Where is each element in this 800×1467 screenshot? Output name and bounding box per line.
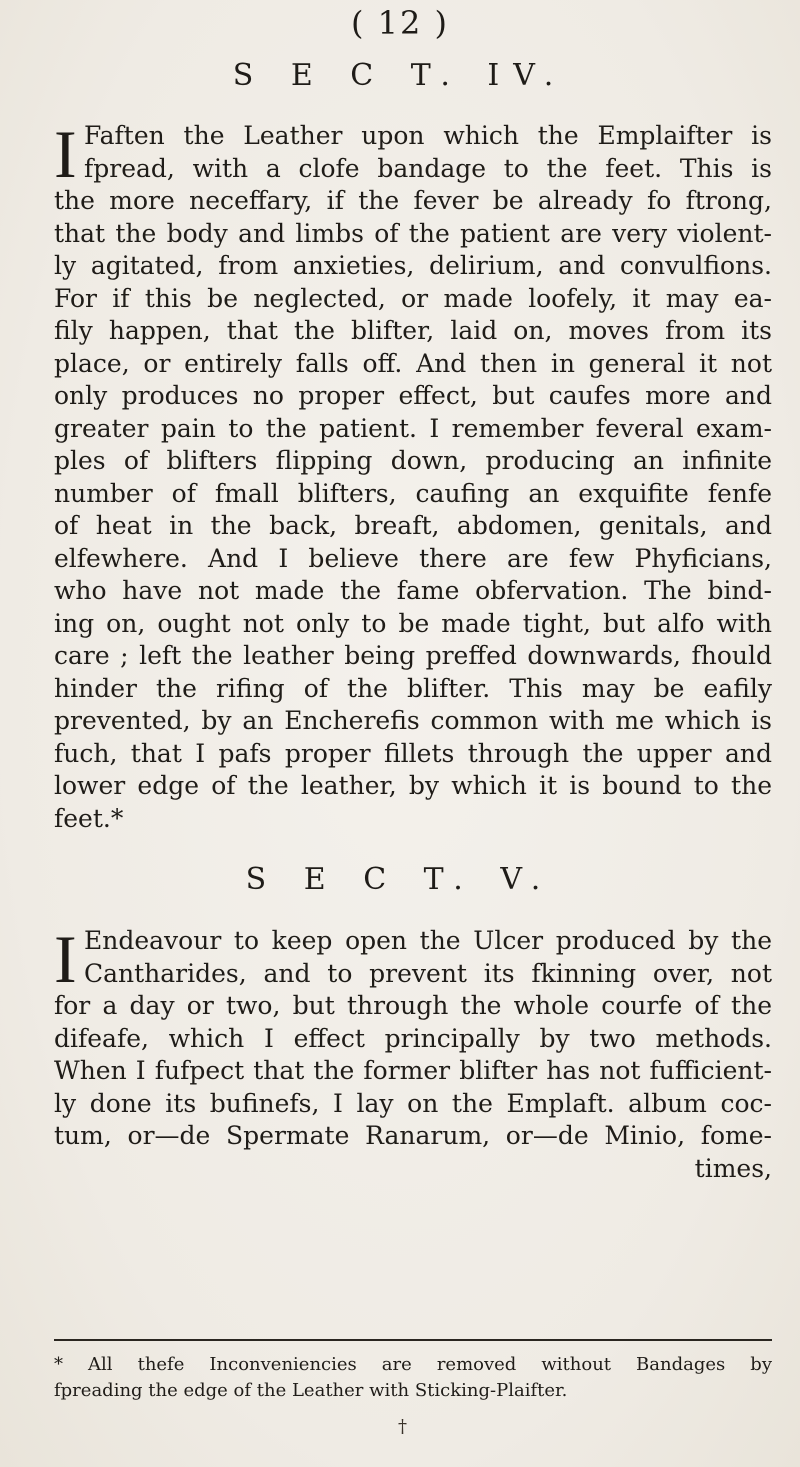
text-line: fily happen, that the blifter, laid on, moves from its xyxy=(54,316,772,345)
text-line: elfewhere. And I believe there are few Phyficians, xyxy=(54,543,772,573)
text-line: for a day or two, but through the whole courfe of the xyxy=(54,991,772,1020)
text-line: Faften the Leather upon which the Emplaifter is xyxy=(84,121,772,150)
text-line: feet.* xyxy=(54,803,124,833)
text-line: who have not made the fame obfervation. The bind- xyxy=(54,576,772,605)
text-line: number of fmall blifters, caufing an exquifite fenfe xyxy=(54,478,772,508)
text-line: greater pain to the patient. I remember feveral exam- xyxy=(54,413,772,443)
page-number: ( 12 ) xyxy=(350,4,450,42)
text-line: prevented, by an Encherefis common with me which is xyxy=(54,706,772,735)
text-line: the more neceffary, if the fever be already fo ftrong, xyxy=(54,186,772,215)
text-line: of heat in the back, breaft, abdomen, genitals, and xyxy=(54,511,772,540)
text-line: ly done its bufinefs, I lay on the Emplaft. album coc- xyxy=(54,1088,772,1118)
text-line: difeafe, which I effect principally by two methods. xyxy=(54,1023,772,1053)
text-line: ples of blifters flipping down, producing an infinite xyxy=(54,446,772,475)
footnote-line: fpreading the edge of the Leather with Sticking-Plaifter. xyxy=(54,1380,568,1401)
printer-mark-icon: † xyxy=(398,1416,407,1437)
section-5-paragraph xyxy=(54,921,772,1185)
text-line: care ; left the leather being preffed downwards, fhould xyxy=(54,641,772,670)
text-line: lower edge of the leather, by which it is bound to the xyxy=(54,771,772,800)
text-line: ing on, ought not only to be made tight, but alfo with xyxy=(54,608,772,638)
section-5-heading: S E C T. V. xyxy=(245,862,555,897)
drop-cap: I xyxy=(54,116,77,192)
footnote-divider xyxy=(54,1339,772,1341)
text-line: Cantharides, and to prevent its fkinning over, not xyxy=(84,958,772,988)
text-line: fpread, with a clofe bandage to the feet. This is xyxy=(84,153,772,183)
text-line: only produces no proper effect, but caufes more and xyxy=(54,381,772,410)
text-line: place, or entirely falls off. And then in general it not xyxy=(54,348,772,378)
text-line: For if this be neglected, or made loofely, it may ea- xyxy=(54,283,772,313)
text-line: When I fufpect that the former blifter has not fufficient- xyxy=(54,1056,772,1085)
catchword-line: times, xyxy=(694,1153,772,1183)
section-4-heading: S E C T. IV. xyxy=(232,58,568,93)
text-line: ly agitated, from anxieties, delirium, and convulfions. xyxy=(54,251,772,280)
text-line: tum, or—de Spermate Ranarum, or—de Minio, fome- xyxy=(54,1121,772,1150)
drop-cap: I xyxy=(54,921,77,997)
footnote-line: * All thefe Inconveniencies are removed without Bandages by xyxy=(54,1354,772,1375)
text-line: fuch, that I pafs proper fillets through the upper and xyxy=(54,738,772,768)
section-4-paragraph xyxy=(54,116,772,835)
text-line: that the body and limbs of the patient are very violent- xyxy=(54,218,772,248)
text-line: Endeavour to keep open the Ulcer produced by the xyxy=(84,926,772,955)
text-line: hinder the rifing of the blifter. This may be eafily xyxy=(54,673,772,703)
footnote xyxy=(54,1352,772,1404)
